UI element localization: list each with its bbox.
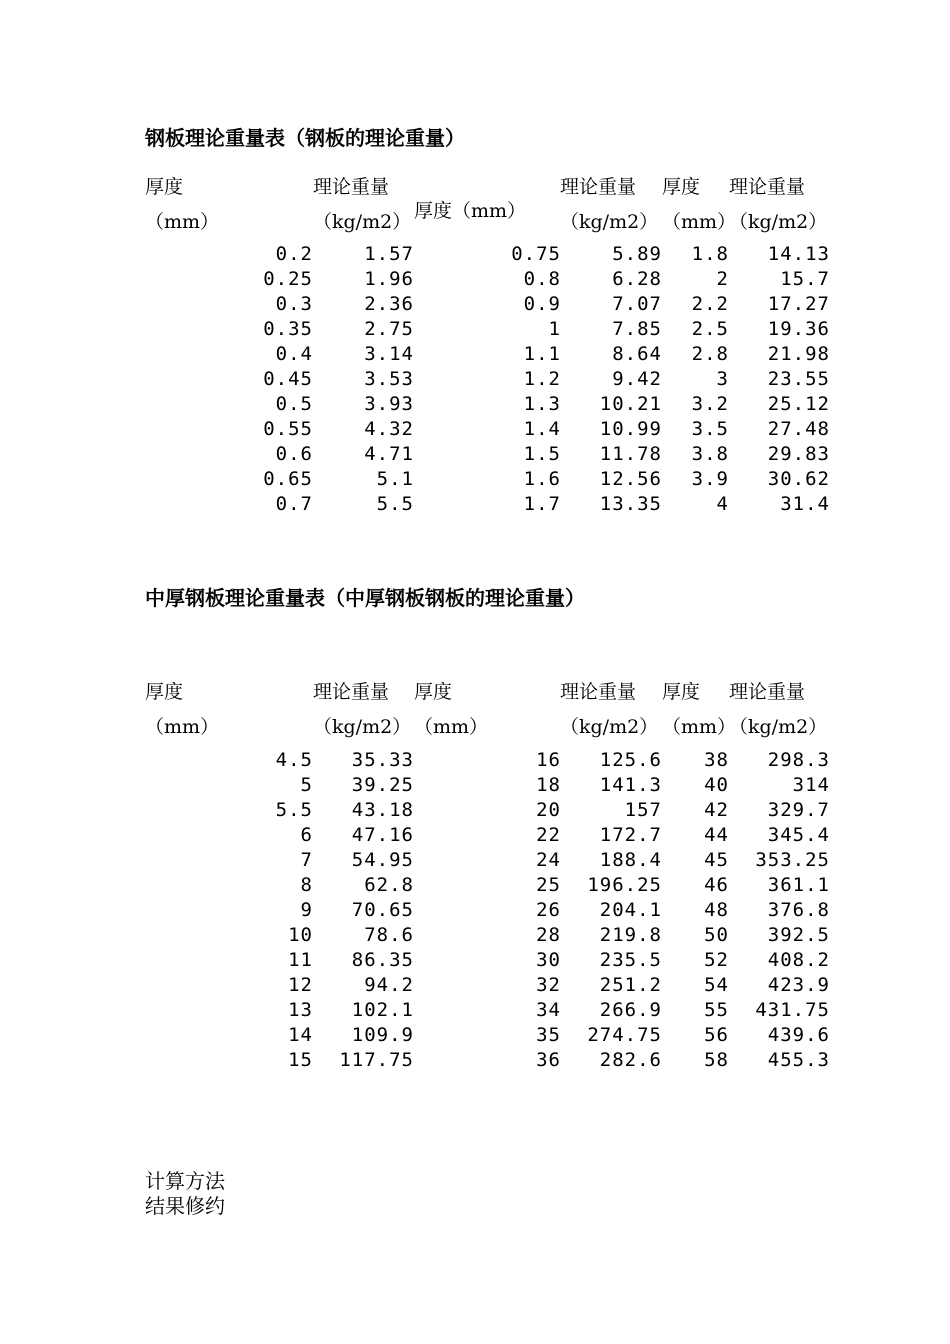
- table2-cell-weight-c: 439.6: [767, 1024, 830, 1046]
- table2-cell-thickness-b: 30: [536, 949, 561, 971]
- t1-weight1-header: 理论重量: [313, 176, 390, 198]
- t1-weight3-unit: （kg/m2）: [729, 211, 828, 233]
- t1-weight2-header: 理论重量: [560, 176, 637, 198]
- table2-cell-thickness-c: 38: [704, 749, 729, 771]
- t2-weight2-unit: （kg/m2）: [560, 716, 659, 738]
- table2-cell-weight-c: 329.7: [767, 799, 830, 821]
- table1-cell-weight-b: 7.85: [612, 318, 662, 340]
- table1-cell-thickness-a: 0.7: [275, 493, 313, 515]
- table2-cell-thickness-a: 9: [300, 899, 313, 921]
- table1-cell-weight-b: 5.89: [612, 243, 662, 265]
- table2-cell-thickness-c: 42: [704, 799, 729, 821]
- table1-cell-thickness-a: 0.5: [275, 393, 313, 415]
- table1-cell-thickness-c: 1.8: [691, 243, 729, 265]
- table1-cell-weight-a: 2.36: [364, 293, 414, 315]
- table2-cell-thickness-c: 50: [704, 924, 729, 946]
- table1-cell-thickness-b: 0.9: [523, 293, 561, 315]
- table2-cell-weight-a: 35.33: [351, 749, 414, 771]
- table2-cell-thickness-b: 36: [536, 1049, 561, 1071]
- table1-cell-thickness-b: 1.4: [523, 418, 561, 440]
- table2-cell-thickness-a: 5: [300, 774, 313, 796]
- table2-cell-weight-c: 298.3: [767, 749, 830, 771]
- t2-thick2-header: 厚度: [414, 681, 453, 703]
- table2-cell-thickness-c: 40: [704, 774, 729, 796]
- table2-cell-weight-b: 125.6: [599, 749, 662, 771]
- t2-weight3-header: 理论重量: [729, 681, 806, 703]
- t1-weight2-unit: （kg/m2）: [560, 211, 659, 233]
- t2-weight3-unit: （kg/m2）: [729, 716, 828, 738]
- t2-thick1-unit: （mm）: [145, 716, 220, 738]
- t1-weight3-header: 理论重量: [729, 176, 806, 198]
- table1-cell-weight-a: 2.75: [364, 318, 414, 340]
- table2-cell-weight-a: 47.16: [351, 824, 414, 846]
- table1-cell-thickness-b: 1.7: [523, 493, 561, 515]
- table1-cell-thickness-c: 2.5: [691, 318, 729, 340]
- table1-cell-thickness-a: 0.4: [275, 343, 313, 365]
- table1-cell-thickness-c: 2: [716, 268, 729, 290]
- table1-cell-weight-b: 9.42: [612, 368, 662, 390]
- table2-cell-thickness-a: 6: [300, 824, 313, 846]
- table2-cell-weight-a: 94.2: [364, 974, 414, 996]
- table1-cell-thickness-b: 0.8: [523, 268, 561, 290]
- table2-cell-weight-b: 172.7: [599, 824, 662, 846]
- table2-cell-thickness-a: 4.5: [275, 749, 313, 771]
- table2-cell-thickness-b: 18: [536, 774, 561, 796]
- t2-thick2-unit: （mm）: [414, 716, 489, 738]
- table2-cell-thickness-b: 22: [536, 824, 561, 846]
- table1-cell-thickness-c: 2.8: [691, 343, 729, 365]
- table1-cell-weight-b: 12.56: [599, 468, 662, 490]
- table2-cell-thickness-a: 12: [288, 974, 313, 996]
- table1-cell-weight-c: 25.12: [767, 393, 830, 415]
- table1-cell-thickness-a: 0.45: [263, 368, 313, 390]
- table1-cell-thickness-b: 1.6: [523, 468, 561, 490]
- table2-cell-weight-b: 204.1: [599, 899, 662, 921]
- table1-cell-thickness-a: 0.2: [275, 243, 313, 265]
- table1-cell-thickness-c: 2.2: [691, 293, 729, 315]
- footer-calc-method: 计算方法: [145, 1169, 225, 1193]
- t1-thick1-header: 厚度: [145, 176, 184, 198]
- table1-cell-thickness-a: 0.6: [275, 443, 313, 465]
- table1-cell-thickness-a: 0.35: [263, 318, 313, 340]
- table2-cell-thickness-b: 25: [536, 874, 561, 896]
- table2-cell-thickness-c: 54: [704, 974, 729, 996]
- table1-cell-thickness-c: 3.5: [691, 418, 729, 440]
- table1-cell-thickness-b: 1.3: [523, 393, 561, 415]
- table1-cell-weight-a: 4.71: [364, 443, 414, 465]
- t1-thick3-header: 厚度: [662, 176, 701, 198]
- table2-cell-weight-a: 86.35: [351, 949, 414, 971]
- table2-cell-thickness-a: 5.5: [275, 799, 313, 821]
- t2-thick3-unit: （mm）: [662, 716, 737, 738]
- table1-cell-thickness-a: 0.55: [263, 418, 313, 440]
- table1-cell-weight-c: 21.98: [767, 343, 830, 365]
- table1-cell-thickness-c: 3: [716, 368, 729, 390]
- table2-cell-weight-a: 54.95: [351, 849, 414, 871]
- table2-cell-thickness-c: 45: [704, 849, 729, 871]
- table2-cell-weight-a: 102.1: [351, 999, 414, 1021]
- table2-cell-weight-b: 274.75: [587, 1024, 662, 1046]
- table2-cell-thickness-b: 26: [536, 899, 561, 921]
- table1-cell-weight-b: 13.35: [599, 493, 662, 515]
- table1-cell-weight-c: 29.83: [767, 443, 830, 465]
- table2-cell-weight-b: 282.6: [599, 1049, 662, 1071]
- table2-cell-thickness-c: 46: [704, 874, 729, 896]
- table2-cell-weight-b: 188.4: [599, 849, 662, 871]
- table2-cell-weight-c: 431.75: [755, 999, 830, 1021]
- table1-cell-thickness-a: 0.3: [275, 293, 313, 315]
- table2-cell-weight-a: 117.75: [339, 1049, 414, 1071]
- table1-cell-weight-c: 15.7: [780, 268, 830, 290]
- table2-cell-thickness-c: 44: [704, 824, 729, 846]
- table2-cell-thickness-b: 16: [536, 749, 561, 771]
- t1-weight1-unit: （kg/m2）: [313, 211, 412, 233]
- table1-cell-thickness-b: 1.5: [523, 443, 561, 465]
- table1-cell-thickness-c: 3.2: [691, 393, 729, 415]
- table1-cell-weight-a: 1.96: [364, 268, 414, 290]
- table2-cell-thickness-b: 35: [536, 1024, 561, 1046]
- table2-cell-thickness-c: 55: [704, 999, 729, 1021]
- table2-cell-thickness-b: 32: [536, 974, 561, 996]
- table1-cell-thickness-b: 0.75: [511, 243, 561, 265]
- table1-cell-weight-c: 30.62: [767, 468, 830, 490]
- table2-cell-weight-c: 392.5: [767, 924, 830, 946]
- table1-cell-weight-a: 5.5: [376, 493, 414, 515]
- table1-cell-weight-a: 1.57: [364, 243, 414, 265]
- table2-cell-thickness-b: 24: [536, 849, 561, 871]
- table2-cell-weight-b: 235.5: [599, 949, 662, 971]
- table1-cell-thickness-b: 1.1: [523, 343, 561, 365]
- table2-title: 中厚钢板理论重量表（中厚钢板钢板的理论重量）: [145, 586, 585, 610]
- table1-cell-weight-b: 10.99: [599, 418, 662, 440]
- t2-weight2-header: 理论重量: [560, 681, 637, 703]
- table2-cell-thickness-c: 58: [704, 1049, 729, 1071]
- table2-cell-thickness-a: 7: [300, 849, 313, 871]
- table2-cell-weight-c: 376.8: [767, 899, 830, 921]
- table2-cell-thickness-c: 56: [704, 1024, 729, 1046]
- table2-cell-weight-c: 455.3: [767, 1049, 830, 1071]
- table2-cell-weight-b: 266.9: [599, 999, 662, 1021]
- table1-cell-weight-c: 17.27: [767, 293, 830, 315]
- table2-cell-weight-b: 196.25: [587, 874, 662, 896]
- t2-weight1-unit: （kg/m2）: [313, 716, 412, 738]
- table2-cell-weight-b: 141.3: [599, 774, 662, 796]
- table2-cell-weight-b: 251.2: [599, 974, 662, 996]
- table2-cell-weight-a: 62.8: [364, 874, 414, 896]
- table1-cell-weight-c: 31.4: [780, 493, 830, 515]
- table1-title: 钢板理论重量表（钢板的理论重量）: [145, 126, 465, 150]
- t2-thick1-header: 厚度: [145, 681, 184, 703]
- table1-cell-thickness-a: 0.25: [263, 268, 313, 290]
- table1-cell-weight-b: 8.64: [612, 343, 662, 365]
- table2-cell-weight-c: 353.25: [755, 849, 830, 871]
- table1-cell-weight-c: 19.36: [767, 318, 830, 340]
- table1-cell-weight-b: 6.28: [612, 268, 662, 290]
- table2-cell-thickness-a: 13: [288, 999, 313, 1021]
- table2-cell-thickness-c: 48: [704, 899, 729, 921]
- table2-cell-weight-a: 78.6: [364, 924, 414, 946]
- table1-cell-thickness-c: 4: [716, 493, 729, 515]
- table1-cell-thickness-c: 3.8: [691, 443, 729, 465]
- table2-cell-thickness-a: 11: [288, 949, 313, 971]
- table1-cell-thickness-b: 1.2: [523, 368, 561, 390]
- table1-cell-thickness-c: 3.9: [691, 468, 729, 490]
- table2-cell-thickness-c: 52: [704, 949, 729, 971]
- t1-thick3-unit: （mm）: [662, 211, 737, 233]
- table2-cell-thickness-b: 28: [536, 924, 561, 946]
- table1-cell-weight-a: 3.14: [364, 343, 414, 365]
- table1-cell-thickness-a: 0.65: [263, 468, 313, 490]
- table1-cell-weight-b: 11.78: [599, 443, 662, 465]
- table1-cell-weight-b: 10.21: [599, 393, 662, 415]
- table2-cell-weight-c: 423.9: [767, 974, 830, 996]
- table2-cell-thickness-a: 10: [288, 924, 313, 946]
- table2-cell-thickness-b: 20: [536, 799, 561, 821]
- footer-rounding: 结果修约: [145, 1194, 225, 1218]
- table1-cell-weight-a: 5.1: [376, 468, 414, 490]
- table1-cell-weight-c: 27.48: [767, 418, 830, 440]
- table2-cell-weight-b: 157: [624, 799, 662, 821]
- table1-cell-thickness-b: 1: [548, 318, 561, 340]
- table2-cell-weight-c: 361.1: [767, 874, 830, 896]
- table1-cell-weight-a: 3.53: [364, 368, 414, 390]
- table2-cell-thickness-a: 14: [288, 1024, 313, 1046]
- table1-cell-weight-b: 7.07: [612, 293, 662, 315]
- t2-thick3-header: 厚度: [662, 681, 701, 703]
- table1-cell-weight-a: 4.32: [364, 418, 414, 440]
- table1-cell-weight-c: 23.55: [767, 368, 830, 390]
- table2-cell-weight-b: 219.8: [599, 924, 662, 946]
- table2-cell-weight-c: 314: [792, 774, 830, 796]
- table2-cell-weight-c: 408.2: [767, 949, 830, 971]
- table2-cell-weight-a: 43.18: [351, 799, 414, 821]
- table2-cell-thickness-a: 8: [300, 874, 313, 896]
- table2-cell-weight-a: 70.65: [351, 899, 414, 921]
- table1-cell-weight-a: 3.93: [364, 393, 414, 415]
- table2-cell-weight-a: 109.9: [351, 1024, 414, 1046]
- table2-cell-weight-a: 39.25: [351, 774, 414, 796]
- table2-cell-weight-c: 345.4: [767, 824, 830, 846]
- table2-cell-thickness-a: 15: [288, 1049, 313, 1071]
- table1-cell-weight-c: 14.13: [767, 243, 830, 265]
- t1-thick1-unit: （mm）: [145, 211, 220, 233]
- table2-cell-thickness-b: 34: [536, 999, 561, 1021]
- t1-thick2-header: 厚度（mm）: [414, 200, 527, 222]
- t2-weight1-header: 理论重量: [313, 681, 390, 703]
